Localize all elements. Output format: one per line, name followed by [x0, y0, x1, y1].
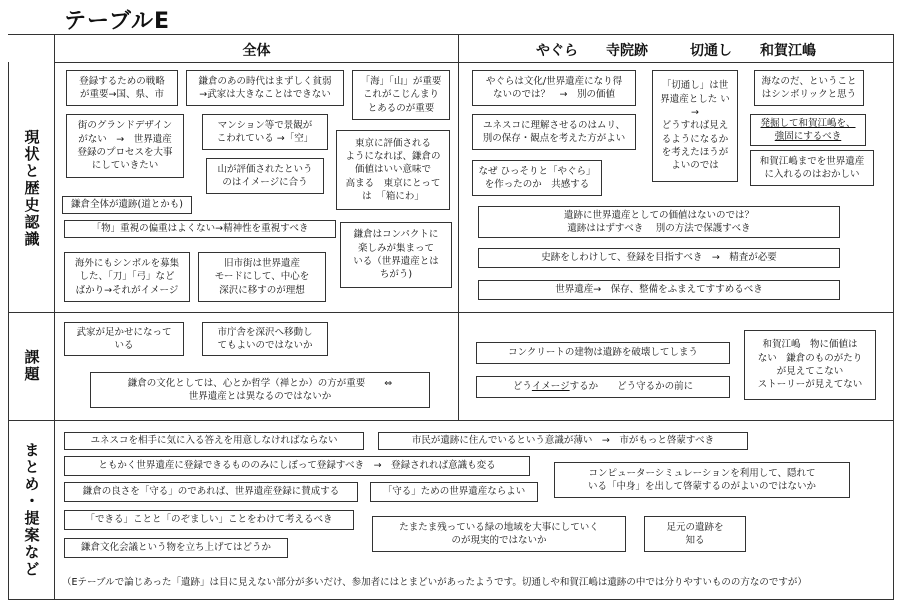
note-box: 鎌倉の文化としては、心とか哲学（禅とか）の方が重要 ⇔ 世界遺産とは異なるのではないか [90, 372, 430, 408]
note-box: 和賀江嶋までを世界遺産 に入れるのはおかしい [750, 150, 874, 186]
note-box: コンピューターシミュレーションを利用して、隠れて いる「中身」を出して啓蒙するのがよいのではないか [554, 462, 850, 498]
note-box: 海なのだ、ということ はシンボリックと思う [754, 70, 864, 106]
note-box: 市民が遺跡に住んでいるという意識が薄い → 市がもっと啓蒙すべき [378, 432, 748, 450]
row-header-issues: 課題 [22, 349, 41, 383]
footnote: （Eテーブルで論じあった「遺跡」は目に見えない部分が多いだけ、参加者にはとまどいがあったようです。切通しや和賀江嶋は遺跡の中では分りやすいものの方なのですが） [62, 577, 807, 588]
note-text-underlined: イメージ [531, 381, 570, 393]
table-border-right [893, 34, 894, 600]
table-border-left [8, 62, 9, 600]
header-divider [54, 62, 894, 63]
note-box: やぐらは文化/世界遺産になり得 ないのでは？ → 別の価値 [472, 70, 636, 106]
note-box: 遺跡に世界遺産としての価値はないのでは？ 遺跡ははずすべき 別の方法で保護すべき [478, 206, 840, 238]
row-divider-2 [8, 420, 894, 421]
note-box: 鎌倉文化会議という物を立ち上げてはどうか [64, 538, 288, 558]
note-box: 武家が足かせになって いる [64, 322, 184, 356]
note-box: 山が評価されたという のはイメージに合う [206, 158, 324, 194]
note-box: 「海」「山」が重要 これがこじんまり とあるのが重要 [352, 70, 450, 120]
note-box: なぜ ひっそりと「やぐら」 を作ったのか 共感する [472, 160, 602, 196]
note-box: 鎌倉のあの時代はまずしく貧弱 →武家は大きなことはできない [186, 70, 344, 106]
table-border-bottom [8, 599, 894, 600]
note-box: 鎌倉はコンパクトに 楽しみが集まって いる（世界遺産とは ちがう) [340, 222, 452, 288]
note-box: 足元の遺跡を 知る [644, 516, 746, 552]
row-divider-1 [8, 312, 894, 313]
rowhead-divider [54, 34, 55, 600]
note-box: マンション等で景観が こわれている →「空」 [202, 114, 328, 150]
note-box: 「物」重視の偏重はよくない→精神性を重視すべき [64, 220, 336, 238]
column-header-sites: やぐら 寺院跡 切通し 和賀江嶋 [536, 43, 816, 59]
note-box: ともかく世界遺産に登録できるもののみにしぼって登録すべき → 登録されれば意識も変る [64, 456, 530, 476]
note-box: 街のグランドデザイン がない → 世界遺産 登録のプロセスを大事 にしていきたい [66, 114, 184, 178]
column-header-overall: 全体 [242, 43, 271, 59]
note-box: コンクリートの建物は遺跡を破壊してしまう [476, 342, 730, 364]
note-box: たまたま残っている緑の地域を大事にしていく のが現実的ではないか [372, 516, 626, 552]
note-box: 発掘して和賀江嶋を、 強固にするべき [750, 114, 866, 146]
note-box: 史跡をしわけして、登録を目指すべき → 精査が必要 [478, 248, 840, 268]
note-box: 「切通し」は世 界遺産とした い → どうすれば見え るようになるか を考えたほうが よいのでは [652, 70, 738, 182]
note-box: 「できる」ことと「のぞましい」ことをわけて考えるべき [64, 510, 354, 530]
note-box: ユネスコを相手に気に入る答えを用意しなければならない [64, 432, 364, 450]
page-title: テーブルE [64, 9, 171, 34]
row-header-summary: まとめ・提案など [22, 442, 41, 578]
row-header-current: 現状と歴史認識 [22, 128, 41, 248]
table-border-top [8, 34, 894, 35]
note-box: 鎌倉の良さを「守る」のであれば、世界遺産登録に賛成する [64, 482, 358, 502]
note-box: 世界遺産→ 保存、整備をふまえてすすめるべき [478, 280, 840, 300]
note-box: 市庁舎を深沢へ移動し てもよいのではないか [202, 322, 328, 356]
note-text: どう [512, 381, 532, 393]
note-text: するか どう守るかの前に [569, 381, 694, 393]
note-box: 鎌倉全体が遺跡(道とかも) [62, 196, 192, 214]
column-divider [458, 34, 459, 420]
note-box: 旧市街は世界遺産 モードにして、中心を 深沢に移すのが理想 [198, 252, 326, 302]
note-box: ユネスコに理解させるのはムリ、 別の保存・観点を考えた方がよい [472, 114, 636, 150]
note-box: 「守る」ための世界遺産ならよい [370, 482, 538, 502]
note-box: 和賀江嶋 物に価値は ない 鎌倉のものがたり が見えてこない ストーリーが見えてない [744, 330, 876, 400]
note-box: 東京に評価される ようになれば、鎌倉の 価値はいい意味で 高まる 東京にとって は 「箱にわ」 [336, 130, 450, 210]
note-box [476, 376, 730, 398]
note-box: 登録するための戦略 が重要→国、県、市 [66, 70, 178, 106]
note-box: 海外にもシンボルを募集 した、「刀」「弓」など ばかり→それがイメージ [64, 252, 190, 302]
